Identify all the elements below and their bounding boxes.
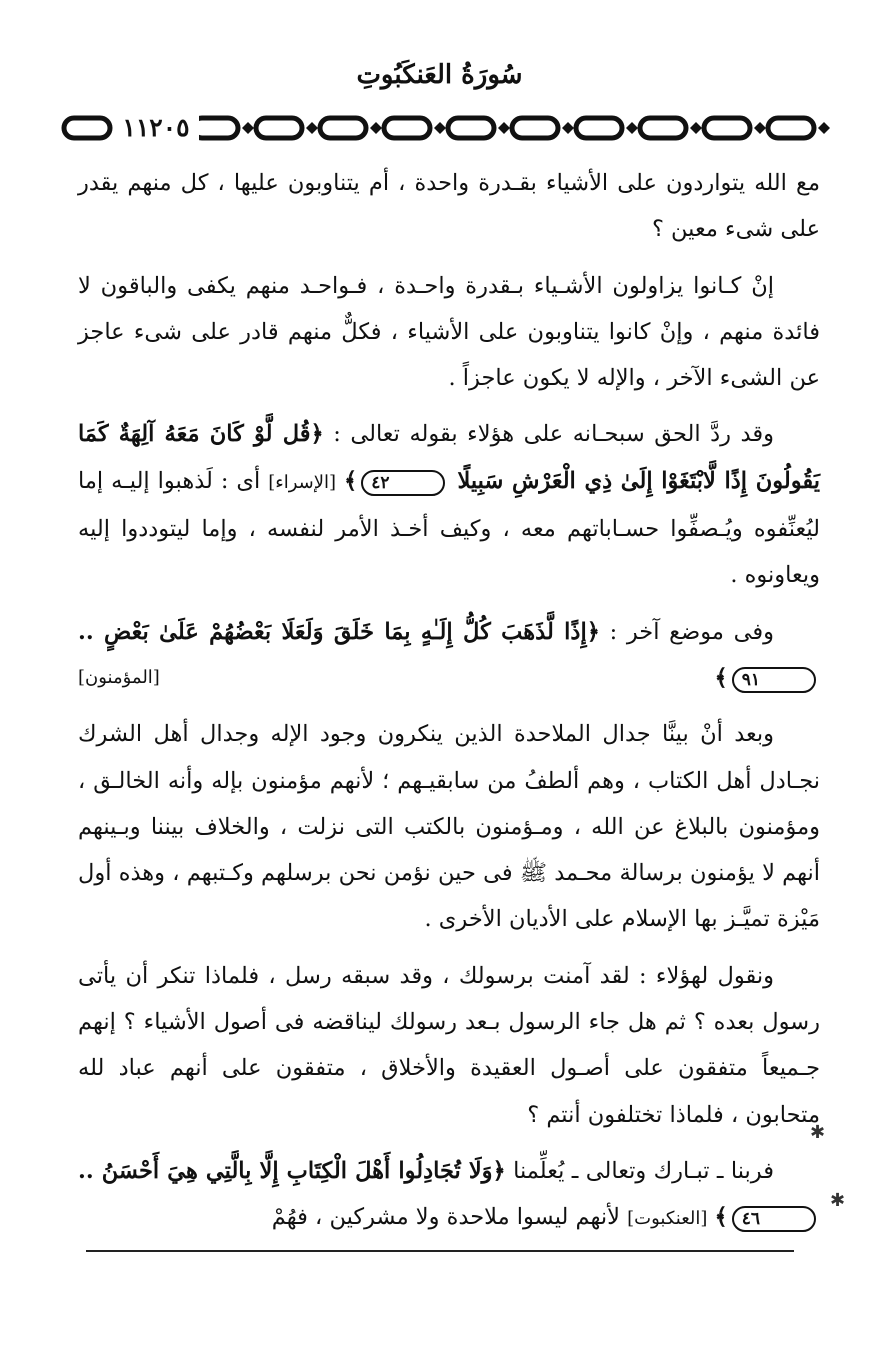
border-link: [576, 118, 622, 138]
border-diamond: [242, 122, 254, 134]
margin-mark-icon: ✱: [810, 1122, 826, 1143]
border-diamond: [434, 122, 446, 134]
quran-verse-isra: ﴿قُل لَّوْ كَانَ مَعَهُ آلِهَةٌ كَمَا يَقُولُونَ إِذًا لَّابْتَغَوْا إِلَىٰ ذِي الْعَرْشِ سَبِيلًا: [78, 421, 820, 494]
surah-reference-muminun: [المؤمنون]: [78, 666, 160, 688]
border-link: [768, 118, 814, 138]
ayah-number-91: ٩١: [732, 667, 816, 693]
quran-close-bracket: ﴾: [344, 467, 358, 494]
page-number: ١١٢٠٥: [113, 110, 199, 146]
paragraph-3-rest: أى : لَذهبوا إليـه إما ليُعنِّفوه ويُـصفِّوا حسـاباتهم معه ، وكيف أخـذ الأمر لنفسه ، وإما ليتوددوا إليه ويعاونوه .: [78, 467, 820, 589]
paragraph-7-rest: لأنهم ليسوا ملاحدة ولا مشركين ، فهُمْ: [271, 1204, 620, 1231]
paragraph-4: [78, 609, 820, 702]
border-link: [320, 118, 366, 138]
border-diamond: [306, 122, 318, 134]
surah-reference-isra: [الإسراء]: [268, 471, 337, 493]
paragraph-3: [78, 411, 820, 598]
quran-verse-ankabut: ﴿وَلَا تُجَادِلُوا أَهْلَ الْكِتَابِ إِلَّا بِالَّتِي هِيَ أَحْسَنُ ..: [78, 1157, 506, 1184]
border-diamond: [370, 122, 382, 134]
surah-title: سُورَةُ العَنكَبُوتِ: [356, 60, 523, 90]
ayah-number-42: ٤٢: [361, 470, 445, 496]
border-diamond: [818, 122, 830, 134]
border-diamond: [562, 122, 574, 134]
border-link: [448, 118, 494, 138]
paragraph-3-lead: وقد ردَّ الحق سبحـانه على هؤلاء بقوله تعالى :: [333, 421, 774, 448]
quran-close-bracket: ﴾: [714, 664, 728, 691]
border-diamond: [498, 122, 510, 134]
border-diamond: [626, 122, 638, 134]
paragraph-7-lead: فربنا ـ تبـارك وتعالى ـ يُعلِّمنا: [513, 1157, 774, 1184]
quran-close-bracket: ﴾: [714, 1204, 728, 1231]
footer-rule: [86, 1250, 794, 1252]
border-link: [704, 118, 750, 138]
border-link: [384, 118, 430, 138]
border-link: [256, 118, 302, 138]
border-link: [64, 118, 110, 138]
ayah-number-46: ٤٦: [732, 1206, 816, 1232]
paragraph-2: إنْ كـانوا يزاولون الأشـياء بـقدرة واحـدة ، فـواحـد منهم يكفى والباقون لا فائدة منهم ، وإنْ كانوا يتناوبون على الأشياء ، فكلٌّ منهم قادر على شىء عاجز عن الشىء الآخر ، والإله لا يكون عاجزاً .: [78, 272, 820, 392]
paragraph-4-lead: وفى موضع آخر :: [609, 618, 775, 645]
border-link: [640, 118, 686, 138]
margin-mark-icon: ✱: [830, 1190, 846, 1211]
paragraph-7: [78, 1148, 820, 1243]
quran-verse-muminun: ﴿إِذًا لَّذَهَبَ كُلُّ إِلَـٰهٍ بِمَا خَلَقَ وَلَعَلَا بَعْضُهُمْ عَلَىٰ بَعْضٍ ..: [78, 618, 600, 645]
surah-reference-ankabut: [العنكبوت]: [627, 1208, 708, 1230]
border-diamond: [690, 122, 702, 134]
body-text: [78, 160, 820, 1253]
border-link: [512, 118, 558, 138]
paragraph-5: وبعد أنْ بينَّا جدال الملاحدة الذين ينكرون وجود الإله وجدال أهل الشرك نجـادل أهل الكتاب ، وهم ألطفُ من سابقيـهم ؛ لأنهم مؤمنون بإله وأنه الخالـق ، ومؤمنون بالبلاغ عن الله ، ومـؤمنون بالكتب التى نزلت ، والخلاف بيننا وبـينهم أنهم لا يؤمنون برسالة محـمد ﷺ فى حين نؤمن نحن برسلهم وكـتبهم ، وهذه أول مَيْزة تميَّـز بها الإسلام على الأديان الأخرى .: [78, 721, 820, 933]
border-diamond: [754, 122, 766, 134]
paragraph-1: مع الله يتواردون على الأشياء بقـدرة واحدة ، أم يتناوبون عليها ، كل منهم يقدر على شىء معين ؟: [78, 170, 820, 243]
paragraph-6: ونقول لهؤلاء : لقد آمنت برسولك ، وقد سبقه رسل ، فلماذا تنكر أن يأتى رسول بعده ؟ ثم هل جاء الرسول بـعد رسولك ليناقضه فى أصول الأشياء ؟ إنهم جـميعاً متفقون على أصـول العقيدة والأخلاق ، متفقون على أنهم عباد لله متحابون ، فلماذا تختلفون أنتم ؟: [78, 962, 820, 1128]
